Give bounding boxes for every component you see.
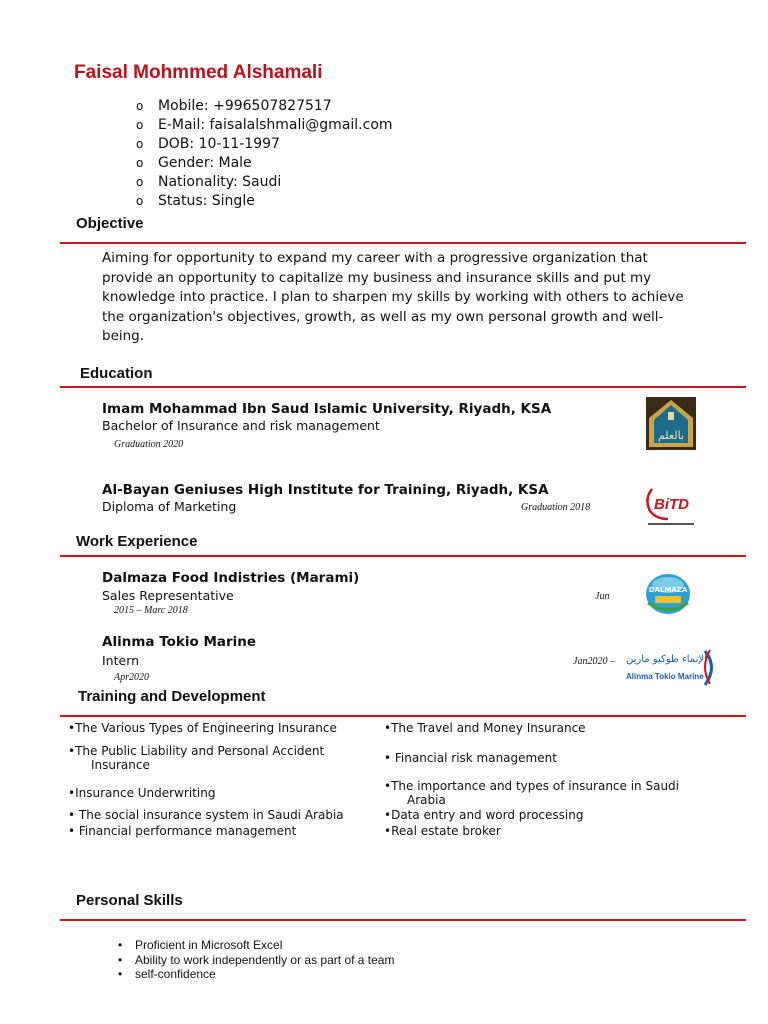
training-item (68, 808, 344, 822)
alinma-logo-text-en: Alinma Tokio Marine (626, 672, 704, 681)
contact-item (136, 173, 393, 192)
skill-item (118, 938, 394, 953)
training-item (384, 779, 679, 807)
contact-email: E-Mail: faisalalshmali@gmail.com (158, 117, 393, 133)
objective-line: being. (102, 328, 145, 344)
contact-bullet: o (136, 99, 144, 113)
training-item-text: •The Travel and Money Insurance (384, 721, 586, 735)
training-item-text: •The Various Types of Engineering Insurance (68, 721, 337, 735)
training-item (384, 824, 501, 838)
skill-item (118, 953, 394, 968)
work-role: Sales Representative (102, 588, 234, 603)
contact-item (136, 97, 393, 116)
training-item-text: •The importance and types of insurance in Saudi (384, 779, 679, 793)
training-item (68, 824, 296, 838)
work-role: Intern (102, 653, 140, 668)
alinma-logo-icon (626, 647, 718, 687)
training-item (68, 744, 324, 772)
contact-gender: Gender: Male (158, 155, 252, 171)
section-divider (60, 555, 746, 557)
dalmaza-logo-icon (640, 570, 696, 618)
skill-text: Proficient in Microsoft Excel (135, 938, 283, 952)
contact-bullet: o (136, 156, 144, 170)
section-divider (60, 919, 746, 921)
skills-heading: Personal Skills (76, 892, 183, 909)
skill-item (118, 967, 394, 982)
objective-line: knowledge into practice. I plan to sharpen my skills by working with others to achieve (102, 289, 684, 305)
training-item-text-cont: Arabia (407, 793, 446, 807)
training-item-text: • Financial risk management (384, 751, 557, 765)
training-item-text: •Real estate broker (384, 824, 501, 838)
training-item-text: • The social insurance system in Saudi Arabia (68, 808, 344, 822)
objective-heading: Objective (76, 215, 144, 232)
university-logo-icon (645, 396, 697, 451)
training-item (384, 721, 586, 735)
training-item-text: •Insurance Underwriting (68, 786, 216, 800)
training-item (384, 751, 557, 765)
training-item (68, 786, 215, 800)
contact-item (136, 154, 393, 173)
education-date: Graduation 2018 (521, 502, 591, 513)
work-heading: Work Experience (76, 533, 198, 550)
training-item (68, 721, 337, 735)
university-logo (645, 396, 697, 451)
skill-bullet: • (118, 967, 123, 981)
contact-bullet: o (136, 118, 144, 132)
institute-logo-text: BiTD (654, 496, 689, 513)
skill-text: Ability to work independently or as part of a team (135, 952, 395, 967)
training-item-text: • Financial performance management (68, 824, 297, 838)
contact-bullet: o (136, 137, 144, 151)
skills-list (118, 938, 394, 982)
contact-nationality: Nationality: Saudi (158, 174, 282, 190)
training-heading: Training and Development (78, 688, 266, 705)
objective-line: provide an opportunity to capitalize my business and insurance skills and put my (102, 269, 652, 286)
education-degree: Bachelor of Insurance and risk management (102, 418, 380, 433)
training-item (384, 808, 583, 822)
section-divider (60, 242, 746, 244)
work-date-range: 2015 – Marc 2018 (114, 605, 188, 616)
education-date: Graduation 2020 (114, 439, 184, 450)
contact-list (136, 97, 393, 211)
dalmaza-logo (640, 570, 696, 618)
university-logo-text: بالعلم (657, 429, 685, 442)
section-divider (60, 715, 746, 717)
contact-item (136, 192, 393, 211)
skill-text: self-confidence (135, 967, 216, 981)
skill-bullet: • (118, 938, 123, 952)
institute-logo (642, 485, 700, 530)
education-school: Al-Bayan Geniuses High Institute for Training, Riyadh, KSA (102, 482, 549, 498)
skill-bullet: • (118, 952, 123, 967)
work-date-start: Jun (595, 591, 610, 602)
training-item-text-cont: Insurance (91, 758, 150, 772)
education-degree: Diploma of Marketing (102, 499, 237, 514)
contact-status: Status: Single (158, 193, 255, 209)
contact-dob: DOB: 10-11-1997 (158, 136, 280, 152)
contact-item (136, 135, 393, 154)
work-date-start: Jan2020 – (573, 656, 615, 667)
training-item-text: •The Public Liability and Personal Accident (68, 744, 325, 758)
education-heading: Education (80, 365, 153, 382)
contact-mobile: Mobile: +996507827517 (158, 98, 332, 114)
institute-logo-icon (642, 485, 700, 530)
dalmaza-logo-text: DALMAZA (648, 586, 688, 594)
work-date-range: Apr2020 (114, 672, 149, 683)
resume-name: Faisal Mohmmed Alshamali (74, 62, 323, 83)
work-company: Alinma Tokio Marine (102, 634, 257, 650)
contact-bullet: o (136, 194, 144, 208)
work-company: Dalmaza Food Indistries (Marami) (102, 570, 360, 586)
objective-line: Aiming for opportunity to expand my career with a progressive organization that (102, 250, 648, 266)
alinma-logo-text-ar: الإنماء طوكيو مارين (626, 654, 707, 665)
contact-item (136, 116, 393, 135)
education-school: Imam Mohammad Ibn Saud Islamic University, Riyadh, KSA (102, 401, 552, 417)
objective-text (102, 249, 684, 347)
objective-line: the organization's objectives, growth, as well as my own personal growth and well- (102, 308, 664, 325)
contact-bullet: o (136, 175, 144, 189)
section-divider (60, 386, 746, 388)
training-item-text: •Data entry and word processing (384, 808, 584, 822)
alinma-logo (626, 647, 718, 687)
